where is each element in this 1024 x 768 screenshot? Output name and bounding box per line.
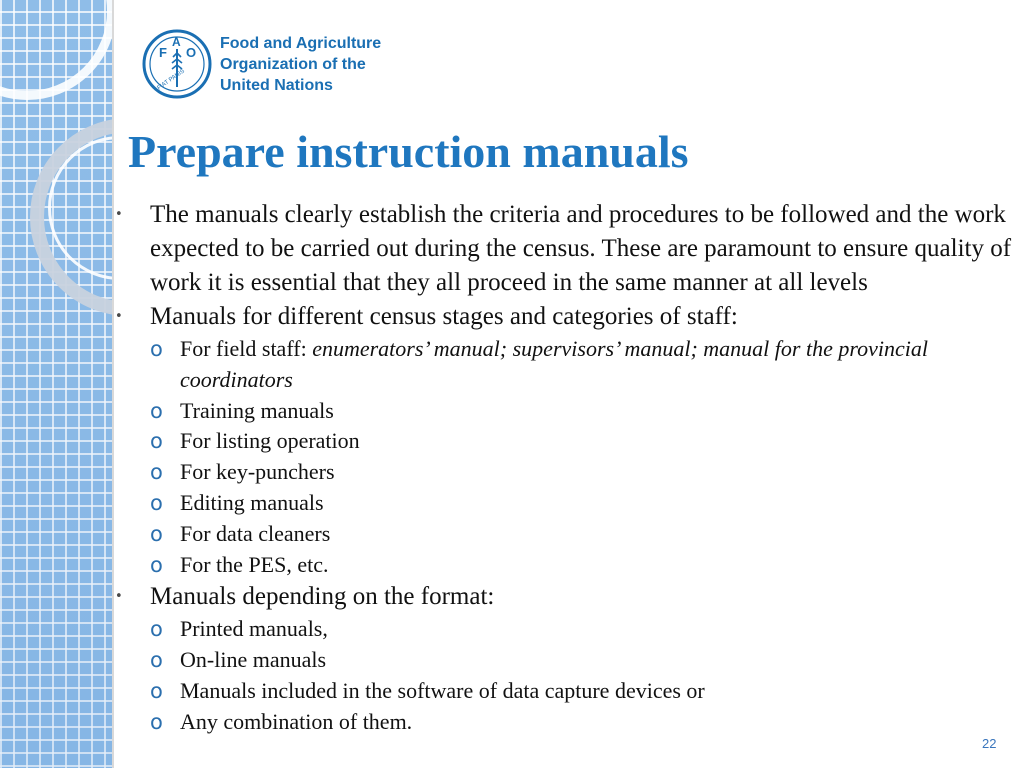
- sub-bullet-circle-icon: o: [150, 460, 163, 485]
- organization-name: [220, 33, 381, 96]
- sub-bullet-text: For key-punchers: [180, 459, 335, 485]
- sub-bullet-item: [112, 519, 1012, 550]
- sub-bullet-item: [112, 396, 1012, 427]
- bullet-item: [112, 300, 1012, 334]
- sub-bullet-text: On-line manuals: [180, 647, 327, 673]
- sub-bullet-text: For the PES, etc.: [180, 551, 329, 577]
- sub-bullet-item: [112, 707, 1012, 738]
- decorative-side-panel: [0, 0, 114, 768]
- org-name-line-3: United Nations: [220, 76, 333, 94]
- sub-bullet-text: For data cleaners: [180, 520, 331, 546]
- fao-emblem-icon: [142, 29, 212, 99]
- bullet-dot-icon: •: [115, 309, 123, 324]
- sub-bullet-item: [112, 334, 1012, 396]
- sub-bullet-circle-icon: o: [150, 617, 163, 642]
- sub-bullet-item: [112, 614, 1012, 645]
- sub-bullet-circle-icon: o: [150, 678, 163, 703]
- bullet-text: The manuals clearly establish the criteria and procedures to be followed and the work expected to be carried out during the census. These are paramount to ensure quality of work it is essential that they all proceed in the same manner at all levels: [150, 201, 1012, 296]
- page-number: 22: [982, 736, 997, 751]
- sub-bullet-text: Editing manuals: [180, 489, 324, 515]
- slide-title: Prepare instruction manuals: [128, 126, 689, 177]
- sub-bullet-text: Printed manuals,: [180, 616, 328, 642]
- bullet-dot-icon: •: [115, 589, 123, 605]
- sub-bullet-text: For field staff:: [180, 336, 313, 361]
- emblem-motto: FIAT PANIS: [156, 68, 186, 92]
- bullet-item: [112, 198, 1012, 300]
- bullet-list: [112, 198, 1012, 738]
- sub-bullet-circle-icon: o: [150, 521, 163, 546]
- sub-bullet-item: [112, 550, 1012, 581]
- emblem-letter-o: O: [186, 45, 197, 60]
- emblem-letter-f: F: [159, 45, 167, 60]
- org-name-line-1: Food and Agriculture: [220, 34, 382, 52]
- sub-bullet-circle-icon: o: [150, 709, 163, 734]
- sub-bullet-circle-icon: o: [150, 337, 163, 361]
- sub-bullet-text: Training manuals: [180, 397, 334, 423]
- bullet-item: [112, 580, 1012, 614]
- sub-bullet-text: Any combination of them.: [180, 708, 413, 734]
- sub-bullet-item: [112, 676, 1012, 707]
- side-panel-shade: [0, 0, 114, 768]
- fao-logo: [142, 28, 381, 100]
- sub-bullet-item: [112, 488, 1012, 519]
- sub-bullet-circle-icon: o: [150, 398, 163, 423]
- sub-bullet-item: [112, 426, 1012, 457]
- bullet-dot-icon: •: [115, 207, 123, 222]
- sub-bullet-item: [112, 645, 1012, 676]
- bullet-text: Manuals for different census stages and categories of staff:: [150, 303, 738, 330]
- sub-bullet-text: Manuals included in the software of data capture devices or: [180, 677, 705, 703]
- sub-bullet-circle-icon: o: [150, 429, 163, 454]
- sub-bullet-circle-icon: o: [150, 552, 163, 577]
- emblem-letter-a: A: [172, 35, 181, 49]
- sub-bullet-emphasis: enumerators’ manual; supervisors’ manual; manual for the provincial coordinators: [180, 336, 928, 392]
- org-name-line-2: Organization of the: [220, 55, 366, 73]
- sub-bullet-circle-icon: o: [150, 648, 163, 673]
- sub-bullet-item: [112, 457, 1012, 488]
- sub-bullet-circle-icon: o: [150, 490, 163, 515]
- sub-bullet-text: For listing operation: [180, 428, 360, 454]
- bullet-text: Manuals depending on the format:: [150, 583, 495, 611]
